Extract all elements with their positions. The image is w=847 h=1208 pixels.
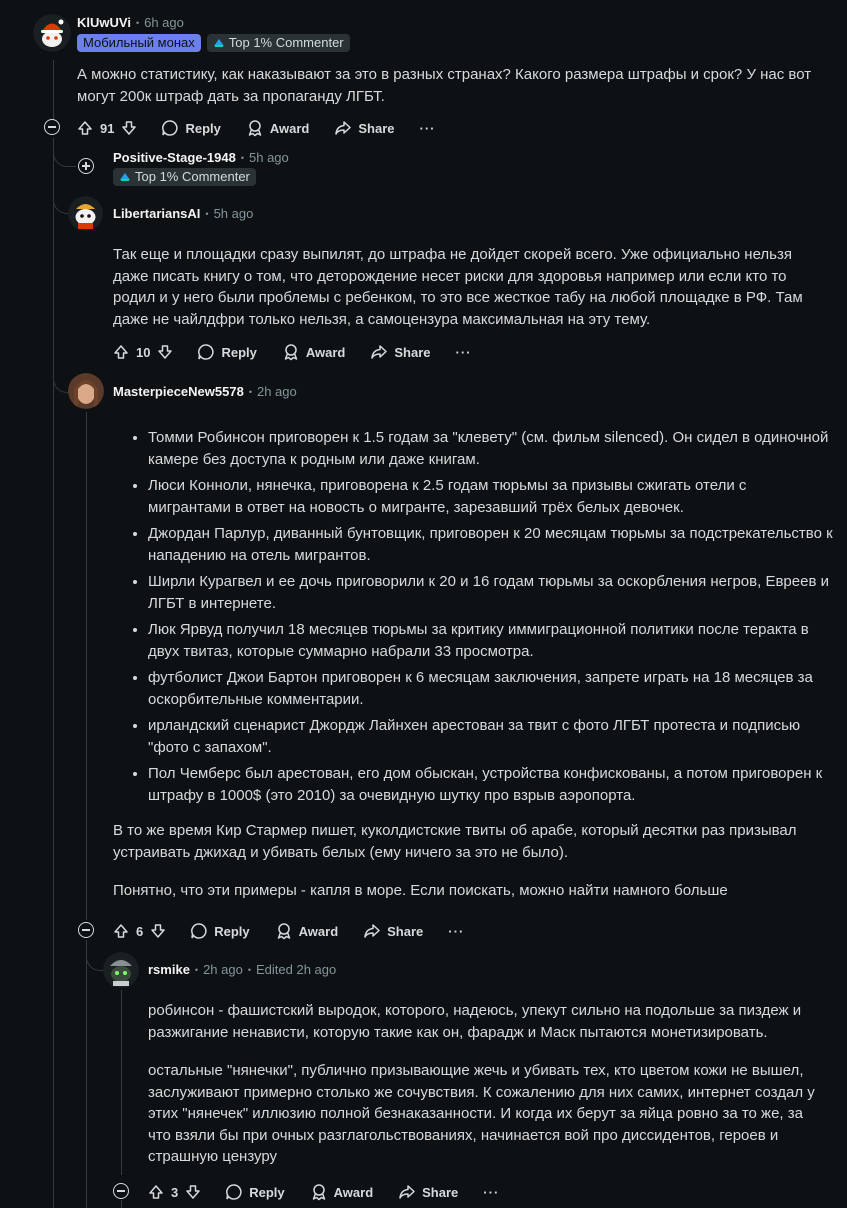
separator: • [248,386,252,397]
comment-body [113,244,813,330]
award-button[interactable] [275,922,339,940]
commenter-badge-icon [119,171,131,183]
list-item: • Люси Конноли, нянечка, приговорена к 2.5 годам тюрьмы за призывы сжигать отели с мигрантами в ответ на новость о мигранте, зарезавший трёх белых девочек. [148,475,833,518]
collapse-button[interactable] [78,922,94,938]
more-options-label: ··· [483,1184,500,1200]
reply-button[interactable] [197,343,256,361]
thread-connector [53,180,68,214]
flair-label: Top 1% Commenter [228,35,344,50]
comment-meta [113,150,289,165]
vote-group [77,120,137,136]
vote-count: 10 [136,344,151,360]
comment-meta [77,15,184,30]
thread-connector [86,940,103,971]
comment-bubble-icon [190,922,208,940]
vote-group [148,1184,201,1200]
timestamp[interactable]: 5h ago [249,150,289,165]
comment-bubble-icon [161,119,179,137]
action-bar [113,919,489,943]
username[interactable]: MasterpieceNew5578 [113,384,244,399]
comment-meta [113,206,253,221]
timestamp[interactable]: 6h ago [144,15,184,30]
share-button[interactable] [370,343,430,361]
collapse-button[interactable] [113,1183,129,1199]
more-options-button[interactable] [420,121,436,136]
comment-body [77,64,817,107]
share-button[interactable] [363,922,423,940]
more-options-button[interactable] [448,924,464,939]
share-label: Share [394,344,431,360]
snoo-avatar-icon [68,196,103,231]
separator: • [205,208,209,219]
top-commenter-badge [207,34,350,52]
snoo-avatar-icon [103,952,139,988]
share-icon [370,343,388,361]
username[interactable]: LibertariansAI [113,206,201,221]
username[interactable]: KlUwUVi [77,15,131,30]
share-button[interactable] [334,119,394,137]
list-item: • футболист Джои Бартон приговорен к 6 месяцам заключения, запрете играть на 18 месяцев за оскорбительные комментарии. [148,667,833,710]
action-bar [77,116,461,140]
snoo-avatar-icon [33,14,71,52]
username[interactable]: Positive-Stage-1948 [113,150,236,165]
downvote-icon[interactable] [157,344,173,360]
thread-line [86,940,87,1208]
collapse-button[interactable] [44,119,60,135]
upvote-icon[interactable] [77,120,93,136]
vote-count: 91 [100,120,115,136]
award-label: Award [333,1184,374,1200]
reply-button[interactable] [190,922,249,940]
user-photo-icon [68,373,104,409]
award-button[interactable] [282,343,346,361]
flair-row [113,168,256,186]
comment-text: В то же время Кир Стармер пишет, куколдистские твиты об арабе, который десятки раз призывал устраивать джихад и убивать белых (ему ничего за это не было). [113,822,797,861]
avatar[interactable] [33,14,71,52]
award-label: Award [298,923,339,939]
list-item: • ирландский сценарист Джордж Лайнхен арестован за твит с фото ЛГБТ протеста и подписью "фото с запахом". [148,715,833,758]
more-options-button[interactable] [483,1185,499,1200]
comment-body [113,427,833,902]
timestamp[interactable]: 5h ago [213,206,254,221]
share-label: Share [387,923,424,939]
thread-line [121,1200,122,1208]
comment-text: робинсон - фашистский выродок, которого, надеюсь, упекут сильно на подольше за пиздеж и разжигание ненависти, которую такие как он, фарадж и Маск пытаются монетизировать. [148,1002,802,1041]
avatar[interactable] [68,373,104,409]
share-label: Share [358,120,395,136]
user-flair: Мобильный монах [77,34,201,52]
flair-label: Top 1% Commenter [135,169,250,184]
vote-count: 6 [136,923,144,939]
avatar[interactable] [68,196,103,231]
downvote-icon[interactable] [150,923,166,939]
more-options-label: ··· [448,923,465,939]
separator: • [247,964,251,975]
vote-group [113,923,166,939]
thread-connector [53,350,68,393]
flair-row [77,34,350,52]
share-icon [363,922,381,940]
share-icon [334,119,352,137]
bullet-list [113,427,833,806]
reply-label: Reply [221,344,257,360]
expand-button[interactable] [78,158,94,174]
reply-label: Reply [214,923,250,939]
commenter-badge-icon [213,37,225,49]
award-button[interactable] [310,1183,374,1201]
award-label: Award [305,344,346,360]
vote-group [113,344,173,360]
downvote-icon[interactable] [185,1184,201,1200]
thread-line [53,60,54,120]
username[interactable]: rsmike [148,962,190,977]
reply-button[interactable] [161,119,220,137]
list-item: • Джордан Парлур, диванный бунтовщик, приговорен к 20 месяцам тюрьмы за подстрекательство к нападению на отель мигрантов. [148,523,833,566]
comment-bubble-icon [225,1183,243,1201]
more-options-label: ··· [419,120,436,136]
comment-text: остальные "нянечки", публично призывающие жечь и убивать тех, кто цветом кожи не вышел, заслуживают примерно столько же сочувствия. К сожалению для них самих, интернет создал у этих "нянечек" иллюзию полной безнаказанности. И когда их берут за яйца ровно за то же, за что взяли бы при очных разглагольствованиях, начинается вой про диссидентов, героев и страшную цензуру [148,1062,815,1165]
action-bar [113,340,497,364]
reply-label: Reply [249,1184,285,1200]
comment-text: Понятно, что эти примеры - капля в море. Если поискать, можно найти намного больше [113,882,728,899]
award-icon [275,922,293,940]
comment-meta [113,384,297,399]
thread-line [86,412,87,920]
upvote-icon[interactable] [113,923,129,939]
share-icon [398,1183,416,1201]
avatar[interactable] [103,952,139,988]
more-options-button[interactable] [456,345,472,360]
upvote-icon[interactable] [113,344,129,360]
timestamp[interactable]: 2h ago [256,384,297,399]
award-icon [246,119,264,137]
comment-body [148,1000,828,1168]
list-item: • Люк Ярвуд получил 18 месяцев тюрьмы за критику иммиграционной политики после теракта в двух твитаз, которые суммарно набрали 33 просмотра. [148,619,833,662]
upvote-icon[interactable] [148,1184,164,1200]
comment-meta [148,962,336,977]
thread-line [53,138,54,1208]
thread-line [121,990,122,1175]
award-label: Award [269,120,310,136]
list-item: • Ширли Курагвел и ее дочь приговорили к 20 и 16 годам тюрьмы за оскорбления негров, Евреев и ЛГБТ в интернете. [148,571,833,614]
separator: • [240,152,244,163]
comment-text: А можно статистику, как наказывают за это в разных странах? Какого размера штрафы и срок? У нас вот могут 200к штраф дать за пропаганду ЛГБТ. [77,66,812,105]
top-commenter-badge [113,168,256,186]
share-button[interactable] [398,1183,458,1201]
list-item: • Пол Чемберс был арестован, его дом обыскан, устройства конфискованы, а потом приговорен к штрафу в 1000$ (это 2010) за очевидную шутку про взрыв аэропорта. [148,763,833,806]
reply-label: Reply [185,120,221,136]
share-label: Share [422,1184,459,1200]
edited-label: Edited 2h ago [256,962,337,977]
timestamp[interactable]: 2h ago [203,962,243,977]
comment-text: Так еще и площадки сразу выпилят, до штрафа не дойдет скорей всего. Уже официально нельзя даже писать книгу о том, что деторождение несет риски для здоровья например или если кто то родил и у него были проблемы с ребенком, то это все жесткое табу на любой площадке в РФ. Там даже не чайлдфри только нельзя, а самоцензура максимальная на эту тему. [113,246,803,328]
action-bar [148,1180,524,1204]
award-button[interactable] [246,119,310,137]
award-icon [282,343,300,361]
comment-bubble-icon [197,343,215,361]
reply-button[interactable] [225,1183,284,1201]
separator: • [135,17,140,28]
more-options-label: ··· [455,344,472,360]
vote-count: 3 [171,1184,179,1200]
list-item: • Томми Робинсон приговорен к 1.5 годам за "клевету" (см. фильм silenced). Он сидел в одиночной камере без доступа к родным или даже книгам. [148,427,833,470]
separator: • [194,964,199,975]
award-icon [310,1183,328,1201]
thread-connector [53,140,76,167]
downvote-icon[interactable] [121,120,137,136]
